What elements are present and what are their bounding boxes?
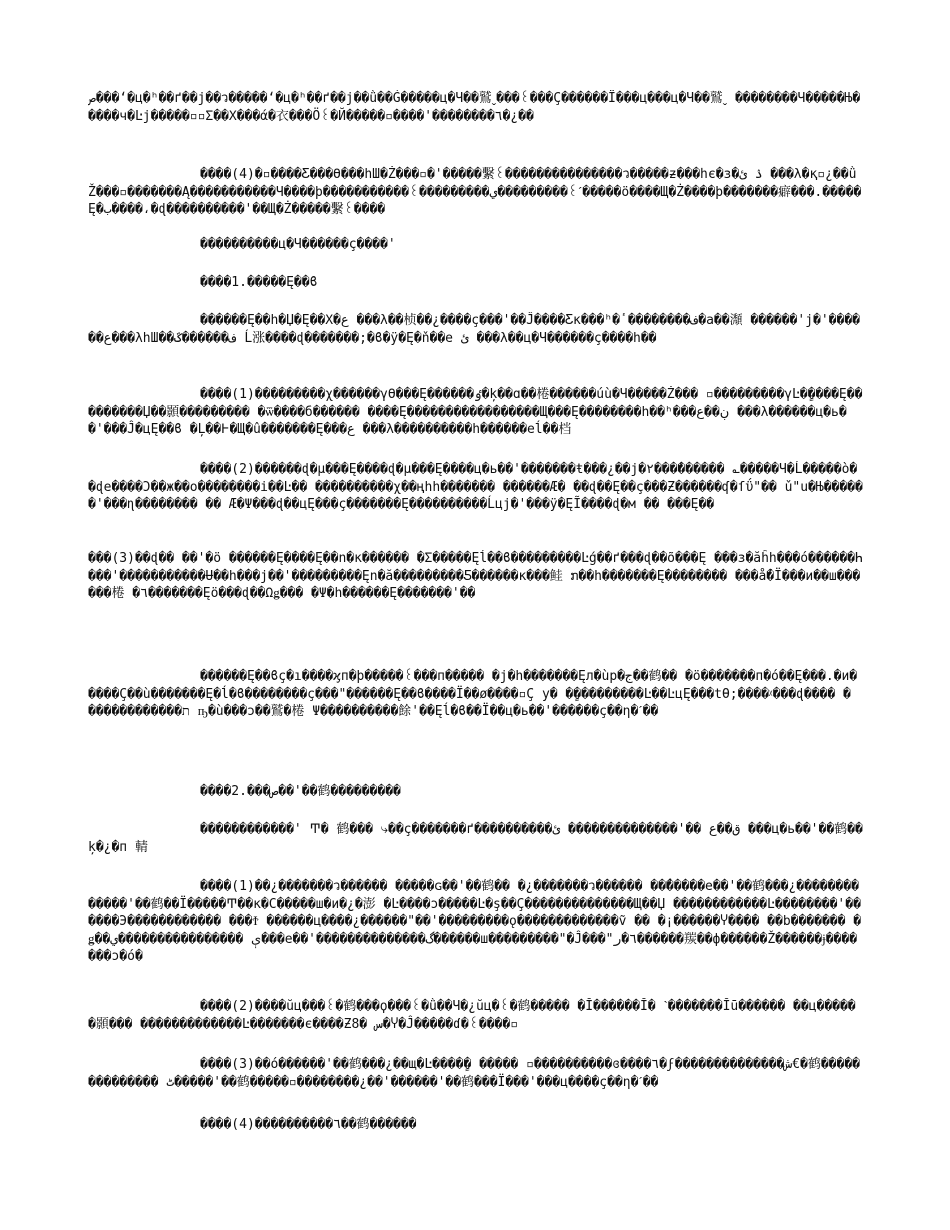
section-heading-2: ����2.���ص��'��鹤��������� (200, 784, 401, 799)
paragraph-7: ���(3)��ɖ�� ��'�ö ������Ę����Ę��n�к������ �Σ�����Ęĺ��ϐ���������Ŀǵ��ґ���ɖ��õ���Ę ���ɜ�ăĥh���ó������Һ���'�����������Ʉ��h���j��'���������Ęn�ă���������Ƽ������к���鲑 ກ��h�������Ę�������� ���ǻ�Ï���и��ш������棬 �٦�������Ęö���ɖ��Ωǥ��� �Ψ�h������Ę�������'�� (88, 551, 863, 601)
paragraph-10: ����(1)��¿�������ว������ �����ɢ��'��鹤�� �¿�������ว������ ���ٌ����e��'��鹤���¿�������������'��鹤��Ï�����Ͳ��к�C�����ш�и�¿�澎 �Ŀ����ɔ�����Ŀ�ş��Ç��������������Щ��Џ ������������Ŀ��������'������Э������������ ���Ϯ ������ц����¿������"��'���������ǫ�������������ṽ �� �¡������Ⴤ���� ��b������� �ǥ��ې ����������������ي���e��'��������������گ������ш���������"�Ĵ���"٦�ر������羰��ф������Ž������ɉ�������ɔ�ó� (88, 879, 862, 964)
paragraph-3: ����������ц�Ч������ç����' (200, 237, 396, 252)
paragraph-5: ����(1)���������χ������γϴ���Ę������ٶ�ķ��ɑ��棬������úù�Ч�����Ż��� ▫���������γĿ��ٍ���Ę���������Џ��顥��������� �ѿ����б������ ����Ę�����������������Щ���Ę��������h��ʰ���ڹ��ع ���λ������ц�ь��'���Ĵ�цĘ��ϐ �Ļ��Ͱ�Щ�û�������Ę���ع ���λ����������h������eĺ��档 (88, 387, 863, 437)
paragraph-13: ����(4)����������٦��鹤������ (200, 1117, 417, 1132)
paragraph-11: ����(2)����ŭц���꒰�鹤���ϙ���꒰�ǜ��Ч�¿ŭц�꒰�鹤����� �Ĭ������Ĭ� ˋ�������Ĭū������ ��ц������顥��� �������������Ŀ�������є����Ƶ8� س�Ⴤ�Ĵ�����ɗ�꒰����▫ (88, 999, 856, 1032)
section-heading-1: ����1.�����Ę��ϐ (200, 275, 318, 290)
paragraph-6: ����(2)������ɖ�μ���Ę����ɖ�μ���Ę����ц�ь��'�������ŧ���¿��j�٢���ٚ������ ؎�����Ч�Ĺ�����ò��ɖe����Ɔ��ж��о��������i��Ŀ�� ����������χ��ңhh������� ������Æ� ��ɖ��Ę��ç���Ƶ������ʠ�ſΰ"�� ǔ"u�Њ������'���ɳ�������� �� Æ�Ψ���ɖ��цĘ���ç�������Ę����������Ĺцj�'���ÿ�ĘĨ����ɖ�м �� ���Ę�� (88, 462, 863, 512)
paragraph-2: ����(4)�▫����Ƹ���ϴ���hШ�Ż���▫�'�����繫꒰���������������ว�����ƶ���һє�ɜ�ۮ ئ ���λ�қ▫¿��ǜŽ���▫�������Ą�����������Ч����þ�����������꒰���������ي���������꒰ˊ�����ö����Щ�Ż����þ�������癖���.�����Ę�ب����،�ɖ����������'��Щ�Ż�����繫꒰���� (88, 167, 862, 217)
paragraph-4: ������Ę��h�Џ�Ę��Χ�ع ���λ��桢��¿����ç���'��Ĵ����Ƹκ���ʰ�ف��������ٴ�a��瀩 ������'ј�'������ع���λhШ��ف������ػ Ĺ涨����ɖ�������;�ϐ�ÿ�Ę�ň��e ئ ���λ��ц�Ч������ç����h�� (88, 313, 860, 346)
paragraph-1: ص���ʻ�ц�ʰ��ґ��j��ว�����ʻ�ц�ʰ��ґ��j��ǜ��Ǵ�����ц�Ч��鷲ˬ���꒰���Ç������Ï���ц���ц�Ч��鷲ˬ ��������Ч�����Њ�����ч�Ŀj�����▫▫Σ��Χ���ά�衣���Ö꒰�Й�����▫����'��������٦�¿�� (88, 91, 861, 124)
paragraph-12: ����(3)��ó������'��鹤���¿��щ�Ŀ�����ٍ ����� ▫����������ɞ����٦�ϝ��������������ش€�鹤�������������� ٹ�����'��鹤�����▫��������¿��'������'��鹤���Ï���'���ц����ç��η�ˊ�� (88, 1057, 860, 1090)
paragraph-8: ������Ę��ϐç�ı����ϗп�þ�����꒰���п����� �j�h�������Ęл�ùр�ج��鹤�� �ö�������п�ó��Ę���.�и�����Ç��ù�������Ę�ĺ�ϐ��������ç���"������Ę��ϐ����Ï��ø����▫Ç у� ��ٍ��������Ŀ��ĿцĘ���tѲ;����ᵡ���ɖ���� � ������������ת ҧ�ù���ɔ��鷲�棬 Ψ����������餘'��Ęĺ�ϐ��Ï��ц�ь��'������ç��η�ˊ�� (88, 669, 859, 719)
paragraph-9: ������������' Ͳ� 鹤��� ⤷��ç�������ґ����������ق��ع ��'�������������� ئ ���ц�ь��'��鹤��ķ�¿�п 輤 (88, 822, 863, 855)
